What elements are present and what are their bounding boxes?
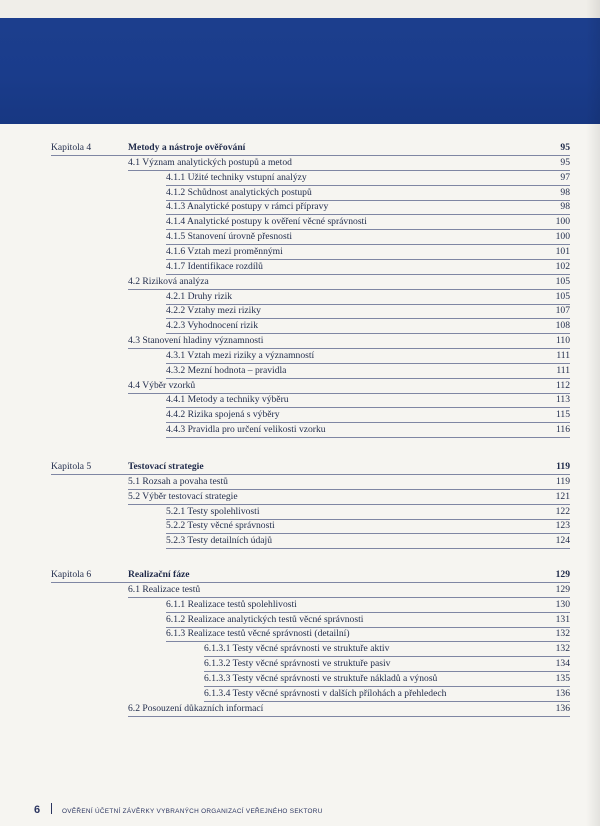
entry-page-number: 116 (555, 424, 570, 436)
entry-page-number: 113 (555, 394, 570, 406)
toc-entry[interactable] (166, 245, 570, 259)
entry-page-number: 136 (555, 687, 570, 699)
toc-entry[interactable] (166, 364, 570, 378)
entry-page-number: 135 (555, 672, 570, 684)
entry-page-number: 136 (555, 702, 570, 714)
entry-page-number: 100 (555, 216, 570, 228)
entry-title: 4.1.5 Stanovení úrovně přesnosti (166, 231, 293, 243)
entry-page-number: 119 (555, 475, 570, 487)
entry-title: 4.1.6 Vztah mezi proměnnými (166, 245, 283, 257)
toc-entry[interactable] (166, 290, 570, 304)
toc-entry[interactable] (128, 275, 570, 289)
toc-entry[interactable] (128, 334, 570, 348)
toc-entry[interactable] (166, 598, 570, 612)
entry-title: 5.2.3 Testy detailních údajů (166, 535, 272, 547)
entry-title: 6.1.3.4 Testy věcné správnosti v dalších přílohách a přehledech (204, 687, 447, 699)
entry-title: 5.2 Výběr testovací strategie (128, 490, 238, 502)
entry-page-number: 107 (555, 305, 570, 317)
entry-title: 4.2.2 Vztahy mezi riziky (166, 305, 261, 317)
entry-page-number: 105 (555, 290, 570, 302)
entry-page-number: 98 (560, 201, 570, 213)
entry-page-number: 130 (555, 598, 570, 610)
toc-entry[interactable] (204, 672, 570, 686)
entry-title: 4.1 Význam analytických postupů a metod (128, 156, 292, 168)
toc-entry[interactable] (128, 702, 570, 716)
entry-page-number: 108 (555, 320, 570, 332)
entry-title: 4.1.4 Analytické postupy k ověření věcné správnosti (166, 216, 367, 228)
entry-title: 5.2.1 Testy spolehlivosti (166, 505, 260, 517)
toc-entry[interactable] (166, 319, 570, 333)
entry-title: 5.1 Rozsah a povaha testů (128, 475, 228, 487)
entry-page-number: 123 (555, 520, 570, 532)
toc-entry[interactable] (166, 171, 570, 185)
toc-entry[interactable] (166, 349, 570, 363)
chapter-row[interactable] (51, 568, 570, 582)
toc-entry[interactable] (166, 505, 570, 519)
toc-entry[interactable] (166, 200, 570, 214)
entry-page-number: 101 (555, 245, 570, 257)
entry-page-number: 110 (555, 335, 570, 347)
chapter-row[interactable] (51, 460, 570, 474)
toc-entry[interactable] (166, 534, 570, 548)
entry-page-number: 102 (555, 260, 570, 272)
entry-title: 6.1.3 Realizace testů věcné správnosti (detailní) (166, 628, 350, 640)
footer-title: OVĚŘENÍ ÚČETNÍ ZÁVĚRKY VYBRANÝCH ORGANIZACÍ VEŘEJNÉHO SEKTORU (62, 808, 323, 815)
chapter-title: Realizační fáze (128, 569, 190, 580)
toc-entry[interactable] (166, 215, 570, 229)
entry-page-number: 129 (555, 583, 570, 595)
toc-entry[interactable] (128, 490, 570, 504)
entry-page-number: 124 (555, 535, 570, 547)
toc-entry[interactable] (128, 583, 570, 597)
entry-page-number: 98 (560, 186, 570, 198)
page-footer (34, 802, 323, 816)
entry-page-number: 129 (555, 569, 570, 580)
entry-title: 6.1.3.3 Testy věcné správnosti ve struktuře nákladů a výnosů (204, 672, 438, 684)
chapter-row[interactable] (51, 141, 570, 155)
chapter-title: Testovací strategie (128, 461, 204, 472)
toc-entry[interactable] (166, 260, 570, 274)
chapter-label: Kapitola 6 (51, 569, 92, 580)
toc-entry[interactable] (166, 230, 570, 244)
entry-title: 5.2.2 Testy věcné správnosti (166, 520, 275, 532)
entry-rule (128, 716, 570, 717)
entry-title: 4.2.1 Druhy rizik (166, 290, 233, 302)
entry-title: 4.4.2 Rizika spojená s výběry (166, 409, 280, 421)
toc-entry[interactable] (166, 613, 570, 627)
toc-entry[interactable] (166, 186, 570, 200)
entry-page-number: 112 (555, 379, 570, 391)
entry-title: 4.2.3 Vyhodnocení rizik (166, 320, 259, 332)
toc-entry[interactable] (204, 657, 570, 671)
entry-title: 4.1.2 Schůdnost analytických postupů (166, 186, 312, 198)
entry-title: 6.1.3.2 Testy věcné správnosti ve struktuře pasiv (204, 658, 391, 670)
entry-title: 6.1.1 Realizace testů spolehlivosti (166, 598, 297, 610)
entry-title: 4.1.7 Identifikace rozdílů (166, 260, 263, 272)
toc-entry[interactable] (166, 627, 570, 641)
page-number: 6 (34, 804, 41, 816)
entry-title: 6.1.3.1 Testy věcné správnosti ve struktuře aktiv (204, 643, 390, 655)
toc-entry[interactable] (166, 423, 570, 437)
footer-separator (51, 803, 52, 814)
entry-page-number: 132 (555, 643, 570, 655)
entry-page-number: 95 (560, 156, 570, 168)
entry-title: 4.4.3 Pravidla pro určení velikosti vzorku (166, 424, 326, 436)
entry-title: 4.3 Stanovení hladiny významnosti (128, 335, 264, 347)
entry-page-number: 119 (556, 461, 570, 472)
toc-entry[interactable] (166, 408, 570, 422)
toc-entry[interactable] (128, 156, 570, 170)
entry-page-number: 105 (555, 275, 570, 287)
entry-title: 4.2 Riziková analýza (128, 275, 209, 287)
entry-page-number: 131 (555, 613, 570, 625)
entry-page-number: 132 (555, 628, 570, 640)
entry-title: 6.1.2 Realizace analytických testů věcné správnosti (166, 613, 364, 625)
entry-page-number: 122 (555, 505, 570, 517)
entry-rule (166, 548, 570, 549)
entry-title: 6.1 Realizace testů (128, 583, 201, 595)
chapter-label: Kapitola 4 (51, 142, 92, 153)
entry-title: 4.1.3 Analytické postupy v rámci přípravy (166, 201, 329, 213)
entry-title: 4.3.2 Mezní hodnota – pravidla (166, 364, 287, 376)
entry-page-number: 111 (556, 364, 570, 376)
entry-rule (166, 437, 570, 438)
entry-title: 4.4.1 Metody a techniky výběru (166, 394, 289, 406)
chapter-title: Metody a nástroje ověřování (128, 142, 246, 153)
entry-page-number: 115 (555, 409, 570, 421)
toc-entry[interactable] (166, 304, 570, 318)
entry-page-number: 97 (560, 171, 570, 183)
toc-entry[interactable] (166, 519, 570, 533)
chapter-label: Kapitola 5 (51, 461, 92, 472)
entry-title: 6.2 Posouzení důkazních informací (128, 702, 264, 714)
entry-page-number: 100 (555, 231, 570, 243)
toc-entry[interactable] (128, 379, 570, 393)
entry-page-number: 95 (560, 142, 570, 153)
entry-title: 4.1.1 Užité techniky vstupní analýzy (166, 171, 307, 183)
toc-entry[interactable] (204, 687, 570, 701)
toc-entry[interactable] (166, 393, 570, 407)
entry-title: 4.3.1 Vztah mezi riziky a významností (166, 349, 315, 361)
entry-title: 4.4 Výběr vzorků (128, 379, 196, 391)
entry-page-number: 134 (555, 658, 570, 670)
toc-entry[interactable] (204, 642, 570, 656)
entry-page-number: 111 (556, 349, 570, 361)
toc-entry[interactable] (128, 475, 570, 489)
entry-page-number: 121 (555, 490, 570, 502)
